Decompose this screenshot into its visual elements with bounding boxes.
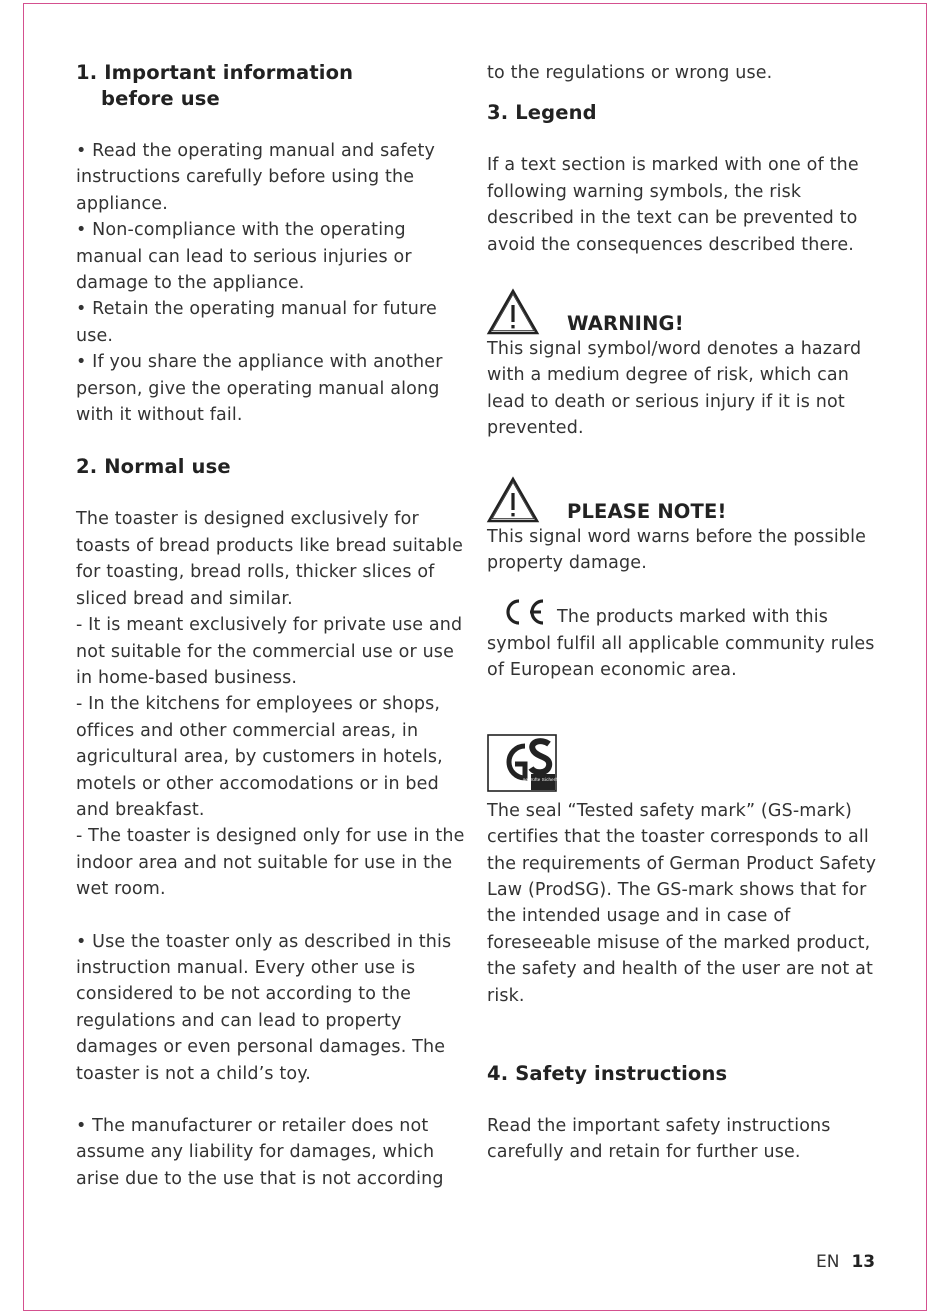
warning-text: This signal symbol/word denotes a hazard with a medium degree of risk, which can lead to death or serious injury if it is not prevented.	[487, 339, 862, 439]
ce-text-rest: symbol fulfil all applicable community rules of European economic area.	[487, 633, 875, 681]
gs-text: The seal “Tested safety mark” (GS-mark) certifies that the toaster corresponds to all the requirements of German Product Safety Law (ProdSG). The GS-mark shows that for the intended usage and in case of foreseeable misuse of the marked product, the safety and health of the user are not at risk.	[487, 800, 877, 1006]
section-4-title: 4. Safety instructions	[487, 1061, 728, 1085]
section-4-text: Read the important safety instructions carefully and retain for further use.	[487, 1115, 831, 1163]
section-1-bullet: • If you share the appliance with another person, give the operating manual along with it without fail.	[76, 352, 443, 426]
section-2-bullet: • Use the toaster only as described in this instruction manual. Every other use is considered to be not according to the regulations and can lead to property damages or even personal damages. The toaster is not a child’s toy.	[76, 931, 452, 1084]
warning-word: WARNING!	[567, 312, 684, 336]
section-1-bullet: • Non-compliance with the operating manual can lead to serious injuries or damage to the appliance.	[76, 220, 412, 294]
section-2-title: 2. Normal use	[76, 455, 231, 479]
section-1-bullet: • Read the operating manual and safety instructions carefully before using the appliance.	[76, 141, 435, 214]
note-word: PLEASE NOTE!	[567, 499, 727, 523]
section-3-title: 3. Legend	[487, 101, 597, 125]
continued-text: to the regulations or wrong use.	[487, 63, 773, 83]
right-column	[487, 60, 882, 1166]
gs-small-text: geprüfte Sicherheit	[522, 776, 564, 782]
section-2-dash-item: - The toaster is designed only for use in the indoor area and not suitable for use in the wet room.	[76, 826, 465, 900]
section-2-dash-item: - It is meant exclusively for private use and not suitable for the commercial use or use in home-based business.	[76, 615, 463, 688]
warning-triangle-icon	[487, 288, 539, 336]
ce-mark-paragraph	[487, 598, 882, 683]
section-2-paragraph: The toaster is designed exclusively for toasts of bread products like bread suitable for toasting, bread rolls, thicker slices of sliced bread and similar.	[76, 509, 464, 609]
warning-triangle-icon	[487, 476, 539, 524]
left-column	[76, 60, 466, 1192]
page-number: 13	[851, 1252, 876, 1272]
gs-mark-icon	[487, 734, 564, 792]
page-footer	[816, 1252, 875, 1272]
section-1-bullet: • Retain the operating manual for future use.	[76, 299, 437, 346]
note-text: This signal word warns before the possible property damage.	[487, 526, 867, 574]
section-2-bullet: • The manufacturer or retailer does not assume any liability for damages, which arise due to the use that is not according	[76, 1116, 444, 1189]
legend-intro: If a text section is marked with one of the following warning symbols, the risk described in the text can be prevented to avoid the consequences described there.	[487, 155, 859, 255]
ce-mark-icon	[501, 598, 547, 626]
language-label: EN	[816, 1252, 840, 1272]
ce-text-first: The products marked with this	[557, 607, 828, 628]
note-signal	[487, 468, 882, 524]
section-1-title: 1. Important information before use	[76, 61, 354, 110]
warning-signal	[487, 280, 882, 336]
section-2-dash-item: - In the kitchens for employees or shops, offices and other commercial areas, in agricultural area, by customers in hotels, motels or other accomodations or in bed and breakfast.	[76, 694, 443, 820]
